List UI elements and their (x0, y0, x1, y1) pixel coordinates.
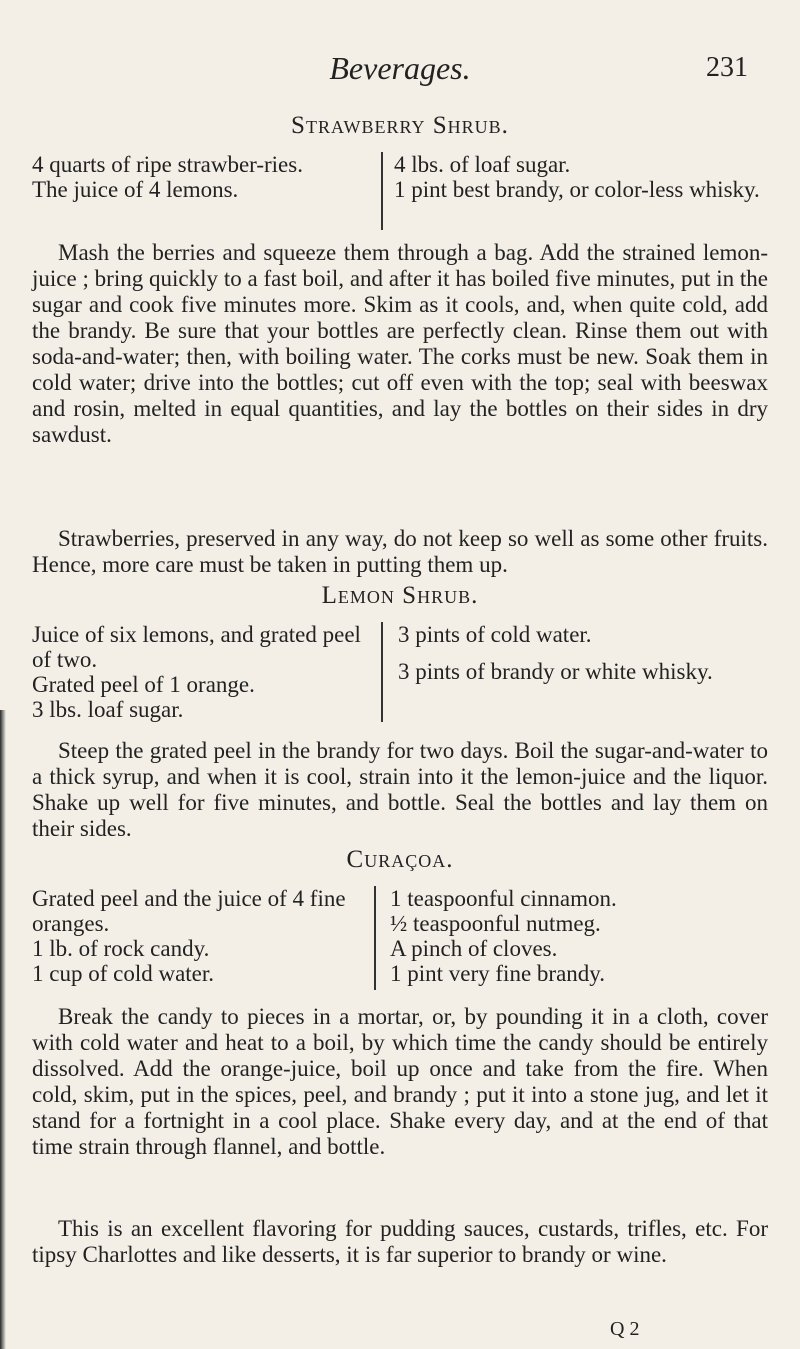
recipe-title: Strawberry Shrub. (291, 112, 509, 139)
ingredient: 3 pints of cold water. (398, 622, 592, 647)
ingredients (32, 886, 772, 994)
page-binding-shadow (0, 710, 6, 1349)
paragraph: Strawberries, preserved in any way, do not keep so well as some other fruits. Hence, more care must be taken in putting them up. (32, 526, 768, 577)
ingredient: 3 pints of brandy or white whisky. (398, 659, 713, 684)
recipe-title: Curaçoa. (346, 846, 454, 873)
ingredients-left (32, 622, 374, 722)
ingredient: 4 lbs. of loaf sugar. (394, 152, 571, 177)
ingredients-right (390, 886, 772, 986)
ingredient: 4 quarts of ripe strawber-ries. (32, 152, 303, 177)
ingredient: Grated peel and the juice of 4 fine oranges. (32, 886, 346, 936)
signature-mark: Q 2 (610, 1318, 640, 1340)
ingredient: 3 lbs. loaf sugar. (32, 697, 184, 722)
ingredients-right (394, 152, 772, 202)
ingredient: 1 pint best brandy, or color-less whisky. (394, 177, 760, 202)
paragraph: This is an excellent flavoring for pudding sauces, custards, trifles, etc. For tipsy Charlottes and like desserts, it is far superior to brandy or wine. (32, 1216, 768, 1267)
recipe-title: Lemon Shrub. (321, 582, 479, 609)
column-divider (381, 622, 383, 722)
ingredient: Juice of six lemons, and grated peel of two. (32, 622, 361, 672)
ingredient: 1 teaspoonful cinnamon. (390, 886, 617, 911)
ingredient: Grated peel of 1 orange. (32, 672, 255, 697)
ingredient: A pinch of cloves. (390, 936, 558, 961)
ingredient: 1 cup of cold water. (32, 961, 215, 986)
paragraph: Mash the berries and squeeze them through a bag. Add the strained lemon-juice ; bring quickly to a fast boil, and after it has boiled five minutes, put in the sugar and cook five minutes more. Skim as it cools, and, when quite cold, add the brandy. Be sure that your bottles are perfectly clean. Rinse them out with soda-and-water; then, with boiling water. The corks must be new. Soak them in cold water; drive into the bottles; cut off even with the top; seal with beeswax and rosin, melted in equal quantities, and lay the bottles on their sides in dry sawdust. (32, 240, 768, 447)
paragraph: Break the candy to pieces in a mortar, or, by pounding it in a cloth, cover with cold water and heat to a boil, by which time the candy should be entirely dissolved. Add the orange-juice, boil up once and take from the fire. When cold, skim, put in the spices, peel, and brandy ; put it into a stone jug, and let it stand for a fortnight in a cool place. Shake every day, and at the end of that time strain through flannel, and bottle. (32, 1004, 768, 1159)
ingredients-left (32, 886, 364, 986)
column-divider (374, 886, 376, 990)
ingredients-right (398, 622, 772, 684)
page-number: 231 (706, 52, 748, 83)
page-header (0, 50, 800, 100)
running-title: Beverages. (329, 50, 471, 86)
ingredients (32, 152, 772, 232)
ingredient: 1 lb. of rock candy. (32, 936, 210, 961)
column-divider (381, 152, 383, 230)
ingredient: The juice of 4 lemons. (32, 177, 239, 202)
ingredient: 1 pint very fine brandy. (390, 961, 606, 986)
ingredient: ½ teaspoonful nutmeg. (390, 911, 601, 936)
ingredients-left (32, 152, 374, 202)
ingredients (32, 622, 772, 726)
paragraph: Steep the grated peel in the brandy for two days. Boil the sugar-and-water to a thick syrup, and when it is cool, strain into it the lemon-juice and the liquor. Shake up well for five minutes, and bottle. Seal the bottles and lay them on their sides. (32, 738, 768, 841)
